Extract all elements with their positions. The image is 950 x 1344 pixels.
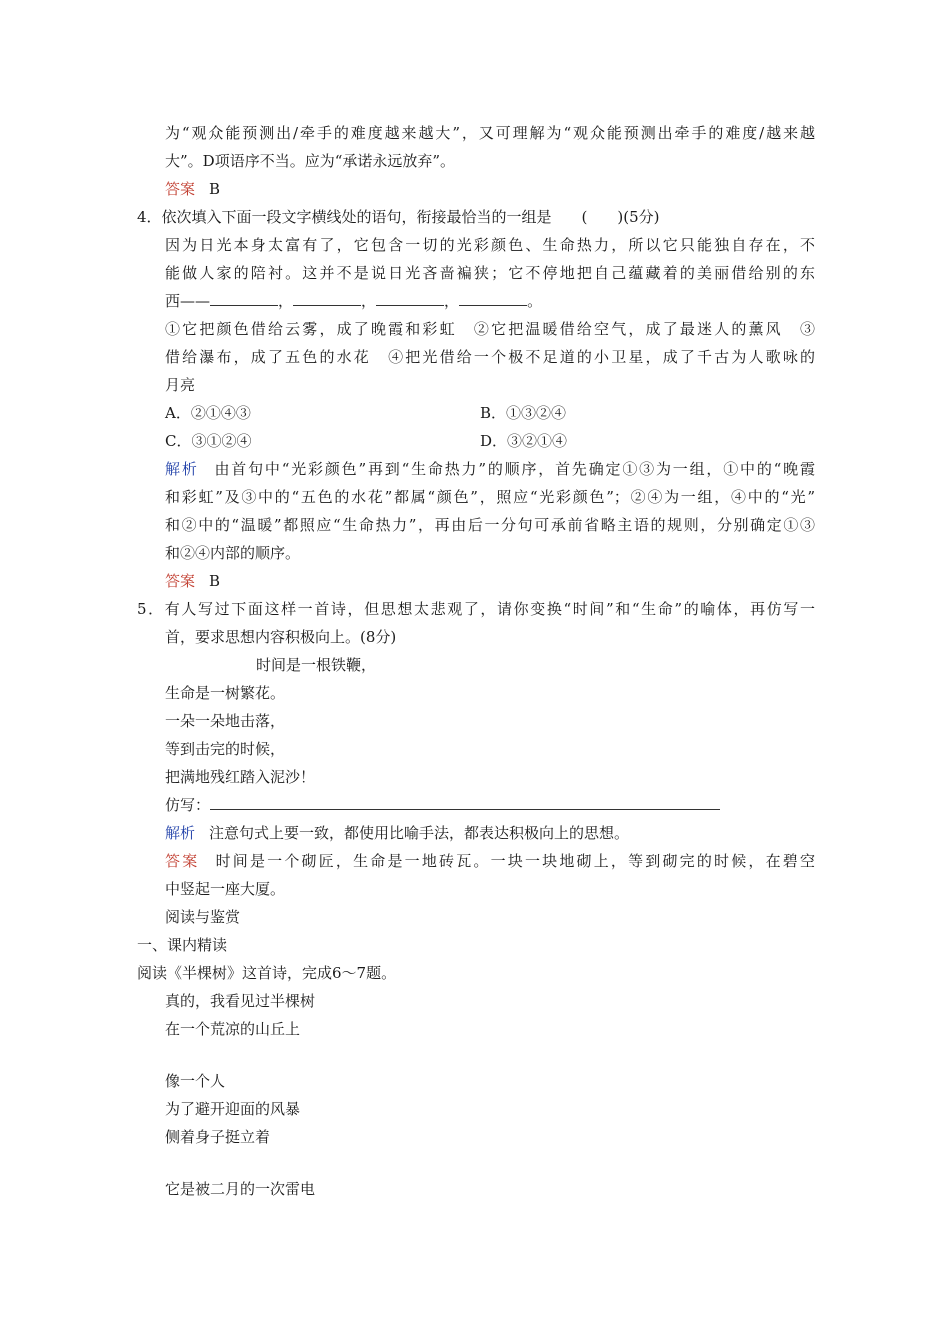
poem-line: 像一个人 xyxy=(165,1072,226,1090)
q4-option-a: A．②①④③ xyxy=(165,404,251,422)
q4-passage-line-3: 西—— ， ， ， 。 xyxy=(165,292,543,310)
q5-stem-line-1: 5．有人写过下面这样一首诗，但思想太悲观了，请你变换“时间”和“生命”的喻体，再仿写一 xyxy=(137,600,815,618)
q5-answer-line-2: 中竖起一座大厦。 xyxy=(165,880,286,898)
q4-stem: 4．依次填入下面一段文字横线处的语句，衔接最恰当的一组是 ( )(5分) xyxy=(137,208,660,226)
poem-line: 生命是一树繁花。 xyxy=(165,684,286,702)
poem-line: 为了避开迎面的风暴 xyxy=(165,1100,301,1118)
q5-analysis: 解析 注意句式上要一致，都使用比喻手法，都表达积极向上的思想。 xyxy=(165,824,630,842)
answer-value: B xyxy=(209,180,221,198)
imitate-label: 仿写： xyxy=(165,796,211,814)
q4-passage-line-1: 因为日光本身太富有了，它包含一切的光彩颜色、生命热力，所以它只能独自存在，不 xyxy=(165,236,815,254)
imitate-answer-blank[interactable] xyxy=(210,795,720,810)
q4-option-b: B．①③②④ xyxy=(480,404,567,422)
q5-answer-line-1: 答案 时间是一个砌匠，生命是一地砖瓦。一块一块地砌上，等到砌完的时候，在碧空 xyxy=(165,852,815,870)
fill-blank-2[interactable] xyxy=(293,291,361,306)
poem-line: 它是被二月的一次雷电 xyxy=(165,1180,316,1198)
q4-analysis-line-4: 和②④内部的顺序。 xyxy=(165,544,301,562)
q5-stem-line-2: 首，要求思想内容积极向上。(8分) xyxy=(165,628,397,646)
poem-line: 时间是一根铁鞭， xyxy=(256,656,377,674)
q4-passage-line-2: 能做人家的陪衬。这并不是说日光吝啬褊狭；它不停地把自己蕴藏着的美丽借给别的东 xyxy=(165,264,815,282)
section-title: 阅读与鉴赏 xyxy=(165,908,241,926)
analysis-label: 解析 xyxy=(165,460,199,478)
poem-line: 一朵一朵地击落， xyxy=(165,712,286,730)
poem-line: 把满地残红踏入泥沙！ xyxy=(165,768,316,786)
answer-label: 答案 xyxy=(165,180,196,198)
q5-imitate-row xyxy=(165,795,720,815)
q4-analysis-line-2: 和彩虹”及③中的“五色的水花”都属“颜色”，照应“光彩颜色”；②④为一组，④中的“光” xyxy=(165,488,815,506)
fill-blank-3[interactable] xyxy=(376,291,444,306)
q4-option-d: D．③②①④ xyxy=(480,432,568,450)
q3-explanation-line-2: 大”。D项语序不当。应为“承诺永远放弃”。 xyxy=(165,152,456,170)
q3-explanation-line-1: 为“观众能预测出/牵手的难度越来越大”，又可理解为“观众能预测出牵手的难度/越来越 xyxy=(165,124,815,142)
answer-label: 答案 xyxy=(165,572,196,590)
poem-line: 真的，我看见过半棵树 xyxy=(165,992,316,1010)
part-title: 一、课内精读 xyxy=(137,936,228,954)
fill-blank-4[interactable] xyxy=(459,291,527,306)
q3-answer xyxy=(165,179,220,199)
q4-answer xyxy=(165,571,220,591)
q4-sentences-line-3: 月亮 xyxy=(165,376,196,394)
q4-analysis-line-1: 解析 由首句中“光彩颜色”再到“生命热力”的顺序，首先确定①③为一组，①中的“晚霞 xyxy=(165,460,815,478)
answer-value: B xyxy=(209,572,221,590)
poem-line: 等到击完的时候， xyxy=(165,740,286,758)
fill-blank-1[interactable] xyxy=(210,291,278,306)
answer-label: 答案 xyxy=(165,852,200,870)
q4-option-c: C．③①②④ xyxy=(165,432,252,450)
q4-sentences-line-2: 借给瀑布，成了五色的水花 ④把光借给一个极不足道的小卫星，成了千古为人歌咏的 xyxy=(165,348,815,366)
poem-line: 在一个荒凉的山丘上 xyxy=(165,1020,301,1038)
reading-instruction: 阅读《半棵树》这首诗，完成6～7题。 xyxy=(137,964,397,982)
q4-analysis-line-3: 和②中的“温暖”都照应“生命热力”，再由后一分句可承前省略主语的规则，分别确定①③ xyxy=(165,516,815,534)
poem-line: 侧着身子挺立着 xyxy=(165,1128,271,1146)
q4-sentences-line-1: ①它把颜色借给云雾，成了晚霞和彩虹 ②它把温暖借给空气，成了最迷人的薰风 ③ xyxy=(165,320,815,338)
analysis-label: 解析 xyxy=(165,824,196,842)
